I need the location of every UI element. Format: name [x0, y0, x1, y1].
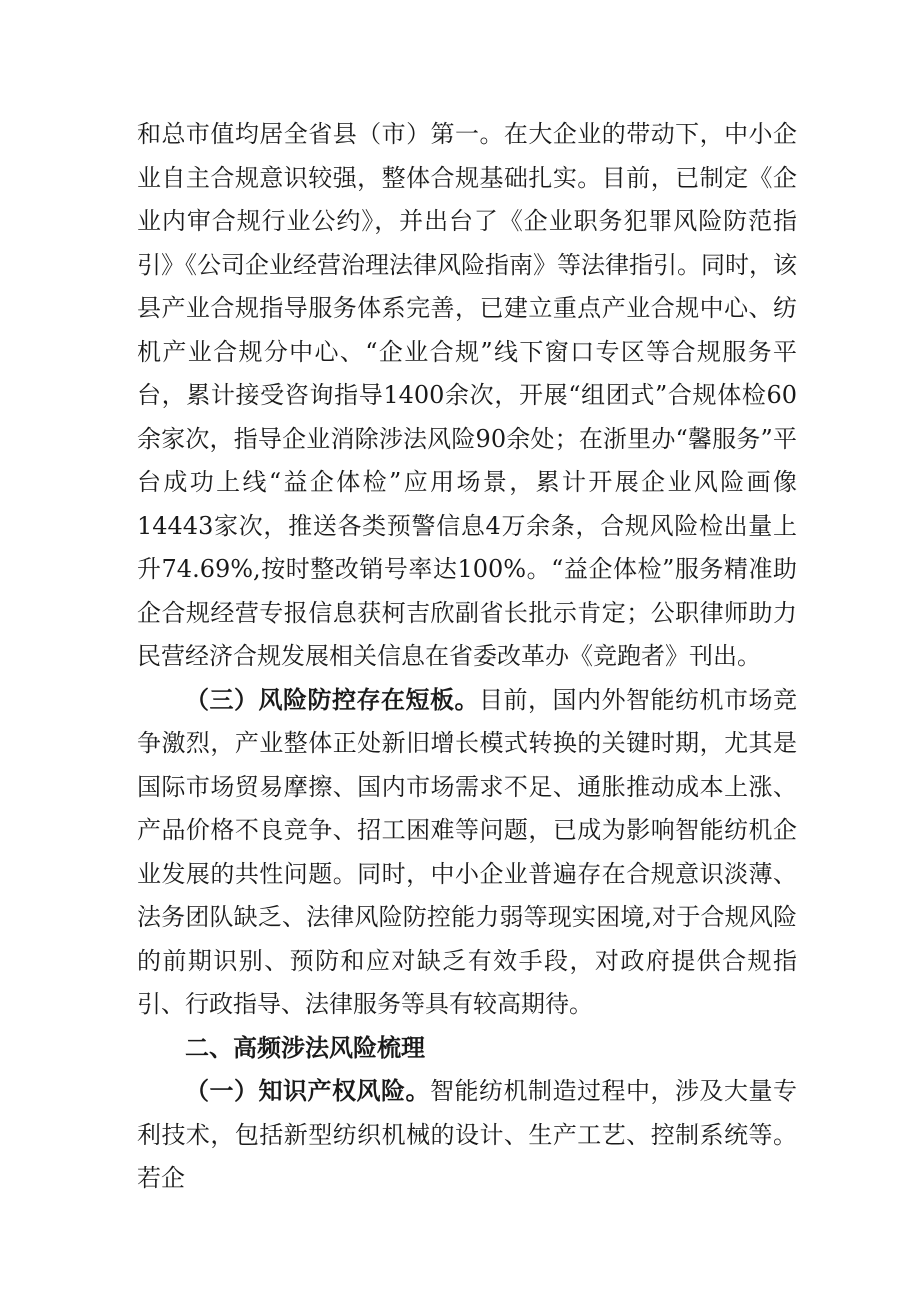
section-heading: 二、高频涉法风险梳理 [185, 1033, 425, 1062]
paragraph-heading: （三）风险防控存在短板。 [185, 685, 479, 714]
paragraph-risk-control [137, 679, 797, 1027]
paragraph-continued: 和总市值均居全省县（市）第一。在大企业的带动下，中小企业自主合规意识较强，整体合规基础扎实。目前，已制定《企业内审合规行业公约》，并出台了《企业职务犯罪风险防范指引》《公司企业经营治理法律风险指南》等法律指引。同时，该县产业合规指导服务体系完善，已建立重点产业合规中心、纺机产业合规分中心、“企业合规”线下窗口专区等合规服务平台，累计接受咨询指导1400余次，开展“组团式”合规体检60余家次，指导企业消除涉法风险90余处；在浙里办“馨服务”平台成功上线“益企体检”应用场景，累计开展企业风险画像14443家次，推送各类预警信息4万余条，合规风险检出量上升74.69%,按时整改销号率达100%。“益企体检”服务精准助企合规经营专报信息获柯吉欣副省长批示肯定；公职律师助力民营经济合规发展相关信息在省委改革办《竞跑者》刊出。 [137, 120, 797, 670]
paragraph-body: 智能纺机制造过程中，涉及大量专利技术，包括新型纺织机械的设计、生产工艺、控制系统等。若企 [137, 1077, 797, 1192]
paragraph-ip-risk [137, 1070, 797, 1201]
document-body [137, 113, 797, 1201]
paragraph-body: 目前，国内外智能纺机市场竞争激烈，产业整体正处新旧增长模式转换的关键时期，尤其是国际市场贸易摩擦、国内市场需求不足、通胀推动成本上涨、产品价格不良竞争、招工困难等问题，已成为影响智能纺机企业发展的共性问题。同时，中小企业普遍存在合规意识淡薄、法务团队缺乏、法律风险防控能力弱等现实困境,对于合规风险的前期识别、预防和应对缺乏有效手段，对政府提供合规指引、行政指导、法律服务等具有较高期待。 [137, 685, 797, 1018]
paragraph-heading: （一）知识产权风险。 [185, 1077, 430, 1105]
